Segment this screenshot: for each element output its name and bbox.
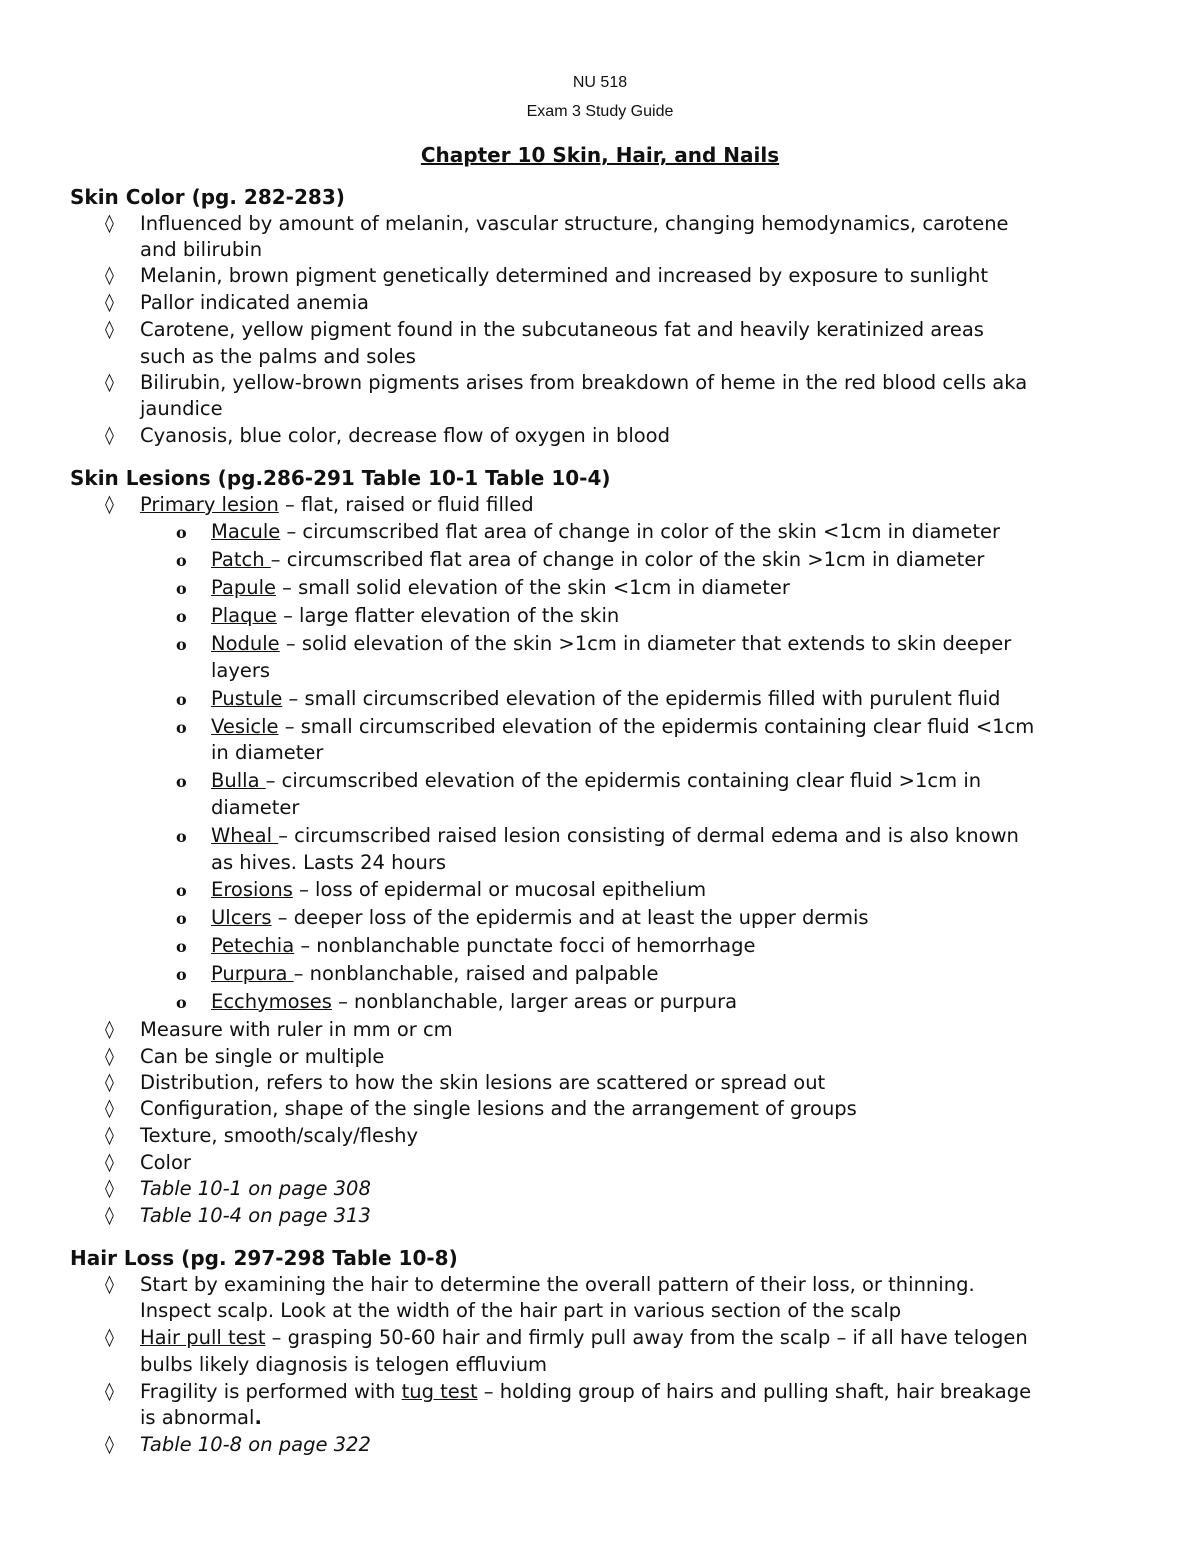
circle-bullet-icon: o [176,827,187,846]
circle-bullet-icon: o [176,881,187,900]
list-item-text: Carotene, yellow pigment found in the subcutaneous fat and heavily keratinized areas [140,318,984,341]
list-item [105,1272,975,1298]
diamond-bullet-icon: ◊ [105,372,114,393]
circle-bullet-icon: o [176,690,187,709]
circle-bullet-icon: o [176,579,187,598]
list-item-text: Color [140,1151,191,1174]
diamond-bullet-icon: ◊ [105,1327,114,1348]
list-item [105,370,1028,396]
list-item [105,1044,385,1070]
diamond-bullet-icon: ◊ [105,494,114,515]
list-item-text: Fragility is performed with [140,1380,402,1403]
list-item-text: Start by examining the hair to determine the overall pattern of their loss, or thinning. [140,1273,975,1296]
sub-list-item [176,905,869,931]
list-item-continuation: Inspect scalp. Look at the width of the hair part in various section of the scalp [140,1299,902,1322]
circle-bullet-icon: o [176,523,187,542]
term: Ecchymoses [211,990,332,1013]
list-item-continuation [140,1405,262,1431]
definition: – circumscribed flat area of change in color of the skin <1cm in diameter [280,520,1001,543]
list-item-text: Can be single or multiple [140,1045,385,1068]
list-item [105,1096,857,1122]
term: Ulcers [211,906,272,929]
diamond-bullet-icon: ◊ [105,213,114,234]
term: Pustule [211,687,283,710]
sub-list-item [176,989,738,1015]
sub-list-item [176,519,1001,545]
list-item-text: Texture, smooth/scaly/fleshy [140,1124,419,1147]
list-item-text: Melanin, brown pigment genetically determined and increased by exposure to sunlight [140,264,989,287]
list-item [105,1325,1028,1351]
term: Macule [211,520,281,543]
list-item [105,1070,826,1096]
term: Purpura [211,962,294,985]
definition: – small circumscribed elevation of the epidermis containing clear fluid <1cm [278,715,1035,738]
circle-bullet-icon: o [176,772,187,791]
circle-bullet-icon: o [176,551,187,570]
diamond-bullet-icon: ◊ [105,1125,114,1146]
diamond-bullet-icon: ◊ [105,265,114,286]
definition: – small circumscribed elevation of the epidermis filled with purulent fluid [282,687,1001,710]
list-item [105,1379,1032,1405]
sub-list-item [176,877,707,903]
definition: – nonblanchable, larger areas or purpura [331,990,738,1013]
circle-bullet-icon: o [176,965,187,984]
diamond-bullet-icon: ◊ [105,319,114,340]
term: Hair pull test [140,1326,266,1349]
sub-list-item-continuation: diameter [211,796,300,819]
list-item [105,290,369,316]
list-item-text: – holding group of hairs and pulling shaft, hair breakage [477,1380,1032,1403]
sub-list-item [176,961,659,987]
definition: – solid elevation of the skin >1cm in diameter that extends to skin deeper [279,632,1012,655]
list-item-text: is abnormal [140,1406,255,1429]
term: Wheal [211,824,279,847]
list-item-text: Bilirubin, yellow-brown pigments arises from breakdown of heme in the red blood cells aka [140,371,1028,394]
table-reference: Table 10-4 on page 313 [140,1204,371,1227]
definition: – circumscribed elevation of the epidermis containing clear fluid >1cm in [265,769,982,792]
sub-list-item [176,603,620,629]
definition: – deeper loss of the epidermis and at least the upper dermis [271,906,869,929]
diamond-bullet-icon: ◊ [105,1205,114,1226]
list-item-text: Measure with ruler in mm or cm [140,1018,453,1041]
term: Papule [211,576,276,599]
diamond-bullet-icon: ◊ [105,1178,114,1199]
period: . [254,1406,262,1429]
list-item-text: Distribution, refers to how the skin lesions are scattered or spread out [140,1071,826,1094]
circle-bullet-icon: o [176,909,187,928]
sub-list-item [176,547,985,573]
list-item-text: Configuration, shape of the single lesions and the arrangement of groups [140,1097,857,1120]
circle-bullet-icon: o [176,993,187,1012]
sub-list-item [176,823,1019,849]
list-item [105,1150,191,1176]
sub-list-item-continuation: in diameter [211,741,324,764]
sub-list-item-continuation: as hives. Lasts 24 hours [211,851,446,874]
course-code: NU 518 [572,74,628,91]
list-item [105,263,989,289]
diamond-bullet-icon: ◊ [105,1019,114,1040]
list-item-text: – flat, raised or fluid filled [278,493,534,516]
term: tug test [401,1380,478,1403]
document-subtitle: Exam 3 Study Guide [526,103,674,120]
definition: – small solid elevation of the skin <1cm in diameter [275,576,790,599]
diamond-bullet-icon: ◊ [105,1072,114,1093]
sub-list-item-continuation: layers [211,659,271,682]
section-heading-skin-lesions: Skin Lesions (pg.286-291 Table 10-1 Table 10-4) [70,466,611,490]
circle-bullet-icon: o [176,607,187,626]
term: Nodule [211,632,280,655]
list-item [105,317,984,343]
definition: – nonblanchable punctate focci of hemorrhage [294,934,756,957]
sub-list-item [176,686,1001,712]
list-item-text: Cyanosis, blue color, decrease flow of oxygen in blood [140,424,670,447]
table-reference: Table 10-8 on page 322 [140,1433,371,1456]
section-heading-skin-color: Skin Color (pg. 282-283) [70,185,345,209]
definition: – circumscribed flat area of change in color of the skin >1cm in diameter [270,548,985,571]
diamond-bullet-icon: ◊ [105,1098,114,1119]
circle-bullet-icon: o [176,718,187,737]
sub-list-item [176,768,982,794]
list-item [105,1123,419,1149]
list-item-text: Influenced by amount of melanin, vascular structure, changing hemodynamics, carotene [140,212,1009,235]
diamond-bullet-icon: ◊ [105,1046,114,1067]
sub-list-item [176,631,1012,657]
term: Vesicle [211,715,279,738]
sub-list-item [176,933,756,959]
list-item [105,1017,453,1043]
list-item-continuation: bulbs likely diagnosis is telogen effluvium [140,1353,548,1376]
list-item [105,1432,371,1458]
sub-list-item [176,575,790,601]
list-item-text: – grasping 50-60 hair and firmly pull away from the scalp – if all have telogen [265,1326,1028,1349]
section-heading-hair-loss: Hair Loss (pg. 297-298 Table 10-8) [70,1246,458,1270]
term: Bulla [211,769,266,792]
diamond-bullet-icon: ◊ [105,1381,114,1402]
definition: – nonblanchable, raised and palpable [293,962,659,985]
list-item [105,423,670,449]
term: Patch [211,548,271,571]
term: Erosions [211,878,293,901]
circle-bullet-icon: o [176,635,187,654]
definition: – circumscribed raised lesion consisting of dermal edema and is also known [278,824,1019,847]
list-item-continuation: jaundice [140,397,223,420]
sub-list-item [176,714,1035,740]
list-item-text: Pallor indicated anemia [140,291,369,314]
term: Petechia [211,934,295,957]
term: Plaque [211,604,277,627]
diamond-bullet-icon: ◊ [105,292,114,313]
list-item-continuation: such as the palms and soles [140,345,416,368]
list-item [105,1176,371,1202]
chapter-title-text: Chapter 10 Skin, Hair, and Nails [420,143,780,167]
definition: – large flatter elevation of the skin [276,604,620,627]
diamond-bullet-icon: ◊ [105,1274,114,1295]
diamond-bullet-icon: ◊ [105,1434,114,1455]
definition: – loss of epidermal or mucosal epithelium [292,878,707,901]
chapter-title [0,143,1200,167]
table-reference: Table 10-1 on page 308 [140,1177,371,1200]
circle-bullet-icon: o [176,937,187,956]
list-item-continuation: and bilirubin [140,238,263,261]
term: Primary lesion [140,493,279,516]
diamond-bullet-icon: ◊ [105,425,114,446]
diamond-bullet-icon: ◊ [105,1152,114,1173]
list-item-primary-lesion [105,492,534,518]
list-item [105,1203,371,1229]
list-item [105,211,1009,237]
